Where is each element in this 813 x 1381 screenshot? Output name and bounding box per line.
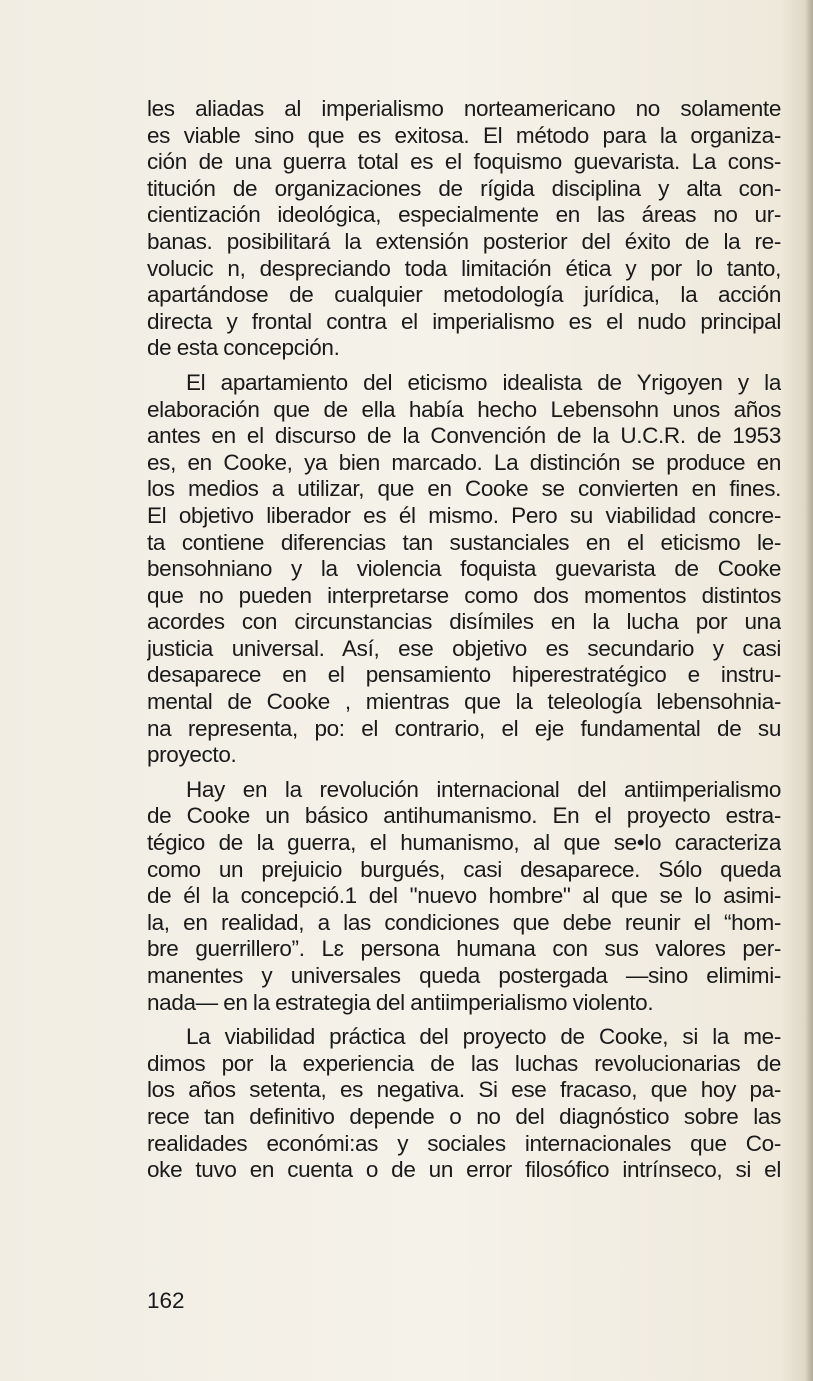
text-line: es viable sino que es exitosa. El método para la organiza- xyxy=(147,122,781,148)
paragraph-3 xyxy=(147,777,781,1016)
text-line: Hay en la revolución internacional del antiimperialismo xyxy=(186,776,781,802)
text-line: la, en realidad, a las condiciones que debe reunir el “hom- xyxy=(147,909,781,935)
text-line: los años setenta, es negativa. Si ese fracaso, que hoy pa- xyxy=(147,1077,781,1103)
text-line: de él la concepció.1 del "nuevo hombre" al que se lo asimi- xyxy=(147,883,781,909)
text-line: na representa, po: el contrario, el eje fundamental de su xyxy=(147,715,781,741)
text-line: mental de Cooke , mientras que la teleología lebensohnia- xyxy=(147,689,781,715)
text-line: titución de organizaciones de rígida disciplina y alta con- xyxy=(147,175,781,201)
text-line: de esta concepción. xyxy=(147,335,340,361)
text-line: realidades económi:as y sociales internacionales que Co- xyxy=(147,1130,781,1156)
text-line: volucic n, despreciando toda limitación ética y por lo tanto, xyxy=(147,255,781,281)
paragraph-2 xyxy=(147,370,781,769)
page-edge-shadow xyxy=(805,0,813,1381)
text-line: tégico de la guerra, el humanismo, al que se•lo caracteriza xyxy=(147,830,781,856)
text-line: ta contiene diferencias tan sustanciales en el eticismo le- xyxy=(147,529,781,555)
text-line: de Cooke un básico antihumanismo. En el proyecto estra- xyxy=(147,803,781,829)
text-line: El objetivo liberador es él mismo. Pero su viabilidad concre- xyxy=(147,502,781,528)
paragraph-4 xyxy=(147,1024,781,1184)
text-line: ción de una guerra total es el foquismo guevarista. La cons- xyxy=(147,149,781,175)
text-line: dimos por la experiencia de las luchas revolucionarias de xyxy=(147,1050,781,1076)
text-line: antes en el discurso de la Convención de la U.C.R. de 1953 xyxy=(147,423,781,449)
text-line: oke tuvo en cuenta o de un error filosófico intrínseco, si el xyxy=(147,1157,781,1183)
text-line: justicia universal. Así, ese objetivo es secundario y casi xyxy=(147,635,781,661)
paragraph-1 xyxy=(147,96,781,362)
text-line: banas. posibilitará la extensión posterior del éxito de la re- xyxy=(147,228,781,254)
body-text xyxy=(147,96,781,1184)
text-line: cientización ideológica, especialmente en las áreas no ur- xyxy=(147,202,781,228)
text-line: elaboración que de ella había hecho Lebensohn unos años xyxy=(147,396,781,422)
text-line: bensohniano y la violencia foquista guevarista de Cooke xyxy=(147,556,781,582)
text-line: La viabilidad práctica del proyecto de Cooke, si la me- xyxy=(186,1024,781,1050)
text-line: que no pueden interpretarse como dos momentos distintos xyxy=(147,582,781,608)
page-number: 162 xyxy=(147,1288,185,1313)
text-line: como un prejuicio burgués, casi desaparece. Sólo queda xyxy=(147,856,781,882)
text-line: nada— en la estrategia del antiimperialismo violento. xyxy=(147,989,654,1015)
text-line: les aliadas al imperialismo norteamericano no solamente xyxy=(147,96,781,121)
text-line: es, en Cooke, ya bien marcado. La distinción se produce en xyxy=(147,449,781,475)
text-line: directa y frontal contra el imperialismo es el nudo principal xyxy=(147,308,781,334)
text-line: acordes con circunstancias disímiles en la lucha por una xyxy=(147,609,781,635)
text-line: los medios a utilizar, que en Cooke se convierten en fines. xyxy=(147,476,781,502)
text-line: proyecto. xyxy=(147,742,237,768)
text-line: apartándose de cualquier metodología jurídica, la acción xyxy=(147,282,781,308)
text-line: desaparece en el pensamiento hiperestratégico e instru- xyxy=(147,662,781,688)
text-line: rece tan definitivo depende o no del diagnóstico sobre las xyxy=(147,1103,781,1129)
text-line: El apartamiento del eticismo idealista de Yrigoyen y la xyxy=(186,369,781,395)
text-line: manentes y universales queda postergada —sino elimimi- xyxy=(147,963,781,988)
text-line: bre guerrillero”. Lɛ persona humana con sus valores per- xyxy=(147,936,781,962)
